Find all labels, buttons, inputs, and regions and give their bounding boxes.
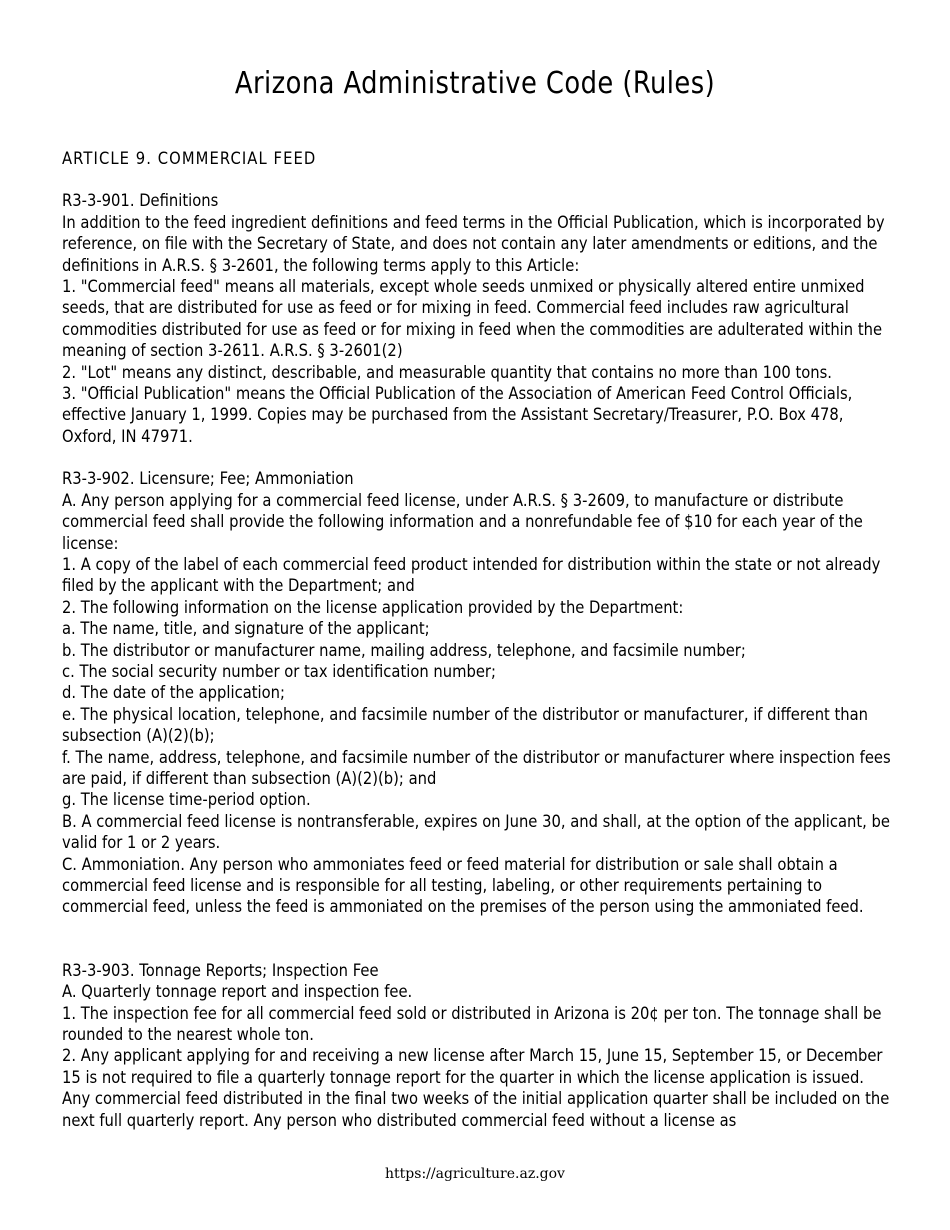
- paragraph: 1. The inspection fee for all commercial feed sold or distributed in Arizona is 20¢ per ton. The tonnage shall be rounded to the nearest whole ton.: [62, 1003, 882, 1045]
- paragraph: In addition to the feed ingredient definitions and feed terms in the Official Publication, which is incorporated by reference, on file with the Secretary of State, and does not contain any later amendments or editions, and the definitions in A.R.S. § 3-2601, the following terms apply to this Article:: [62, 212, 885, 275]
- document-body: [62, 148, 892, 1131]
- paragraph: b. The distributor or manufacturer name, mailing address, telephone, and facsimile number;: [62, 640, 746, 660]
- paragraph: 1. A copy of the label of each commercial feed product intended for distribution within the state or not already filed by the applicant with the Department; and: [62, 554, 881, 596]
- paragraph: 2. "Lot" means any distinct, describable, and measurable quantity that contains no more than 100 tons.: [62, 362, 832, 382]
- paragraph: g. The license time-period option.: [62, 790, 311, 810]
- paragraph: c. The social security number or tax identification number;: [62, 661, 496, 681]
- paragraph: a. The name, title, and signature of the applicant;: [62, 619, 430, 639]
- section-r3-3-901: [62, 190, 892, 447]
- paragraph: 2. Any applicant applying for and receiving a new license after March 15, June 15, September 15, or December 15 is not required to file a quarterly tonnage report for the quarter in which the license application is issued. Any commercial feed distributed in the final two weeks of the initial application quarter shall be included on the next full quarterly report. Any person who distributed commercial feed without a license as: [62, 1046, 890, 1130]
- paragraph: e. The physical location, telephone, and facsimile number of the distributor or manufacturer, if different than subsection (A)(2)(b);: [62, 704, 869, 746]
- footer-url: https://agriculture.az.gov: [385, 1166, 565, 1182]
- paragraph: A. Any person applying for a commercial feed license, under A.R.S. § 3-2609, to manufacture or distribute commercial feed shall provide the following information and a nonrefundable fee of $10 for each year of the license:: [62, 490, 863, 553]
- section-heading: R3-3-902. Licensure; Fee; Ammoniation: [62, 469, 354, 489]
- section-r3-3-903: [62, 960, 892, 1131]
- paragraph: A. Quarterly tonnage report and inspection fee.: [62, 982, 413, 1002]
- paragraph: C. Ammoniation. Any person who ammoniates feed or feed material for distribution or sale shall obtain a commercial feed license and is responsible for all testing, labeling, or other requirements pertaining to commercial feed, unless the feed is ammoniated on the premises of the person using the ammoniated feed.: [62, 854, 864, 917]
- paragraph: d. The date of the application;: [62, 683, 285, 703]
- paragraph: f. The name, address, telephone, and facsimile number of the distributor or manufacturer where inspection fees are paid, if different than subsection (A)(2)(b); and: [62, 747, 891, 788]
- page-title: Arizona Administrative Code (Rules): [234, 66, 716, 101]
- section-heading: R3-3-903. Tonnage Reports; Inspection Fee: [62, 960, 379, 980]
- paragraph: 3. "Official Publication" means the Official Publication of the Association of American Feed Control Officials, effective January 1, 1999. Copies may be purchased from the Assistant Secretary/Treasurer, P.O. Box 478, Oxford, IN 47971.: [62, 384, 853, 446]
- section-r3-3-902: [62, 468, 892, 918]
- paragraph: 1. "Commercial feed" means all materials, except whole seeds unmixed or physically altered entire unmixed seeds, that are distributed for use as feed or for mixing in feed. Commercial feed includes raw agricultural commodities distributed for use as feed or for mixing in feed when the commodities are adulterated within the meaning of section 3-2611. A.R.S. § 3-2601(2): [62, 277, 883, 361]
- section-heading: R3-3-901. Definitions: [62, 191, 219, 211]
- article-heading: ARTICLE 9. COMMERCIAL FEED: [62, 149, 317, 168]
- paragraph: 2. The following information on the license application provided by the Department:: [62, 597, 684, 617]
- paragraph: B. A commercial feed license is nontransferable, expires on June 30, and shall, at the option of the applicant, be valid for 1 or 2 years.: [62, 811, 890, 853]
